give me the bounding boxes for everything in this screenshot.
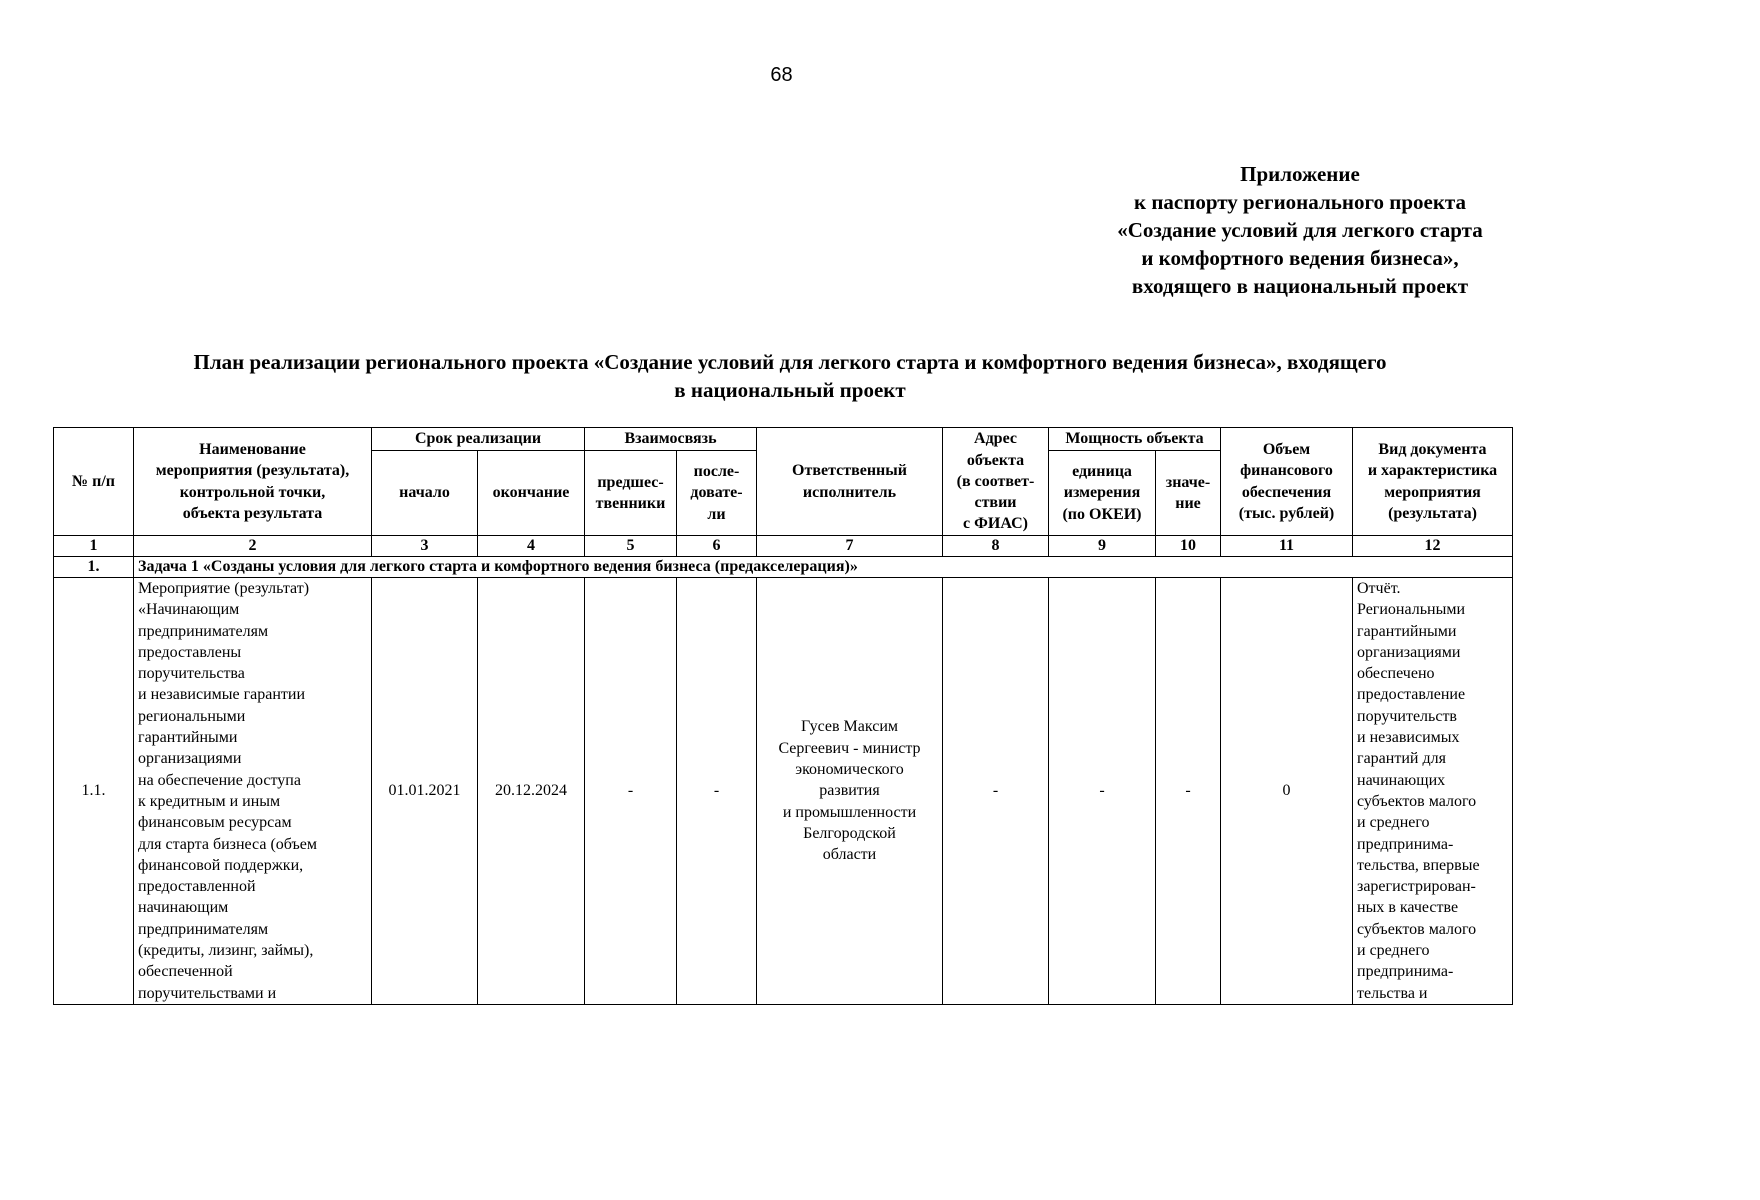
column-number: 10 bbox=[1156, 536, 1221, 557]
header-capacity-value: значе- ние bbox=[1156, 451, 1221, 536]
column-number-row bbox=[54, 536, 1513, 557]
header-name: Наименование мероприятия (результата), контрольной точки, объекта результата bbox=[134, 428, 372, 536]
plan-title bbox=[40, 348, 1540, 404]
column-number: 9 bbox=[1049, 536, 1156, 557]
table-row bbox=[54, 578, 1513, 1005]
row-doc: Отчёт. Региональными гарантийными организациями обеспечено предоставление поручительств и независимых гарантий для начинающих субъектов малого и среднего предпринима- тельства, впервые зарегистрирован- ных в качестве субъектов малого и среднего предпринима- тельства и bbox=[1353, 578, 1513, 1005]
plan-table bbox=[53, 427, 1513, 1005]
header-num: № п/п bbox=[54, 428, 134, 536]
plan-title-line: в национальный проект bbox=[674, 378, 906, 402]
column-number: 8 bbox=[943, 536, 1049, 557]
row-value: - bbox=[1156, 578, 1221, 1005]
header-capacity: Мощность объекта bbox=[1049, 428, 1221, 451]
column-number: 12 bbox=[1353, 536, 1513, 557]
column-number: 3 bbox=[372, 536, 478, 557]
row-responsible: Гусев Максим Сергеевич - министр экономического развития и промышленности Белгородской области bbox=[757, 578, 943, 1005]
header-term: Срок реализации bbox=[372, 428, 585, 451]
header-link: Взаимосвязь bbox=[585, 428, 757, 451]
appendix-line: «Создание условий для легкого старта bbox=[1117, 218, 1483, 242]
appendix-line: входящего в национальный проект bbox=[1131, 274, 1469, 298]
row-end: 20.12.2024 bbox=[478, 578, 585, 1005]
appendix-line: к паспорту регионального проекта bbox=[1133, 190, 1466, 214]
plan-title-line: План реализации регионального проекта «Создание условий для легкого старта и комфортного ведения бизнеса», входящего bbox=[193, 350, 1387, 374]
page-number: 68 bbox=[770, 64, 793, 86]
column-number: 7 bbox=[757, 536, 943, 557]
header-link-prev: предшес- твенники bbox=[585, 451, 677, 536]
column-number: 11 bbox=[1221, 536, 1353, 557]
appendix-line: Приложение bbox=[1240, 162, 1360, 186]
header-address: Адрес объекта (в соответ- ствии с ФИАС) bbox=[943, 428, 1049, 536]
row-name: Мероприятие (результат) «Начинающим предпринимателям предоставлены поручительства и независимые гарантии региональными гарантийными организациями на обеспечение доступа к кредитным и иным финансовым ресурсам для старта бизнеса (объем финансовой поддержки, предоставленной начинающим предпринимателям (кредиты, лизинг, займы), обеспеченной поручительствами и bbox=[134, 578, 372, 1005]
row-num: 1.1. bbox=[54, 578, 134, 1005]
header-link-next: после- довате- ли bbox=[677, 451, 757, 536]
header-term-end: окончание bbox=[478, 451, 585, 536]
header-responsible: Ответственный исполнитель bbox=[757, 428, 943, 536]
row-unit: - bbox=[1049, 578, 1156, 1005]
header-doc: Вид документа и характеристика мероприятия (результата) bbox=[1353, 428, 1513, 536]
appendix-line: и комфортного ведения бизнеса», bbox=[1141, 246, 1459, 270]
appendix-caption bbox=[1050, 160, 1550, 300]
task-num: 1. bbox=[54, 557, 134, 578]
task-row bbox=[54, 557, 1513, 578]
column-number: 2 bbox=[134, 536, 372, 557]
task-text: Задача 1 «Созданы условия для легкого старта и комфортного ведения бизнеса (предакселерация)» bbox=[134, 557, 1513, 578]
column-number: 4 bbox=[478, 536, 585, 557]
header-row-top bbox=[54, 428, 1513, 451]
row-address: - bbox=[943, 578, 1049, 1005]
column-number: 6 bbox=[677, 536, 757, 557]
row-next: - bbox=[677, 578, 757, 1005]
header-funding: Объем финансового обеспечения (тыс. рублей) bbox=[1221, 428, 1353, 536]
row-funding: 0 bbox=[1221, 578, 1353, 1005]
row-prev: - bbox=[585, 578, 677, 1005]
header-capacity-unit: единица измерения (по ОКЕИ) bbox=[1049, 451, 1156, 536]
column-number: 1 bbox=[54, 536, 134, 557]
column-number: 5 bbox=[585, 536, 677, 557]
header-term-start: начало bbox=[372, 451, 478, 536]
row-start: 01.01.2021 bbox=[372, 578, 478, 1005]
